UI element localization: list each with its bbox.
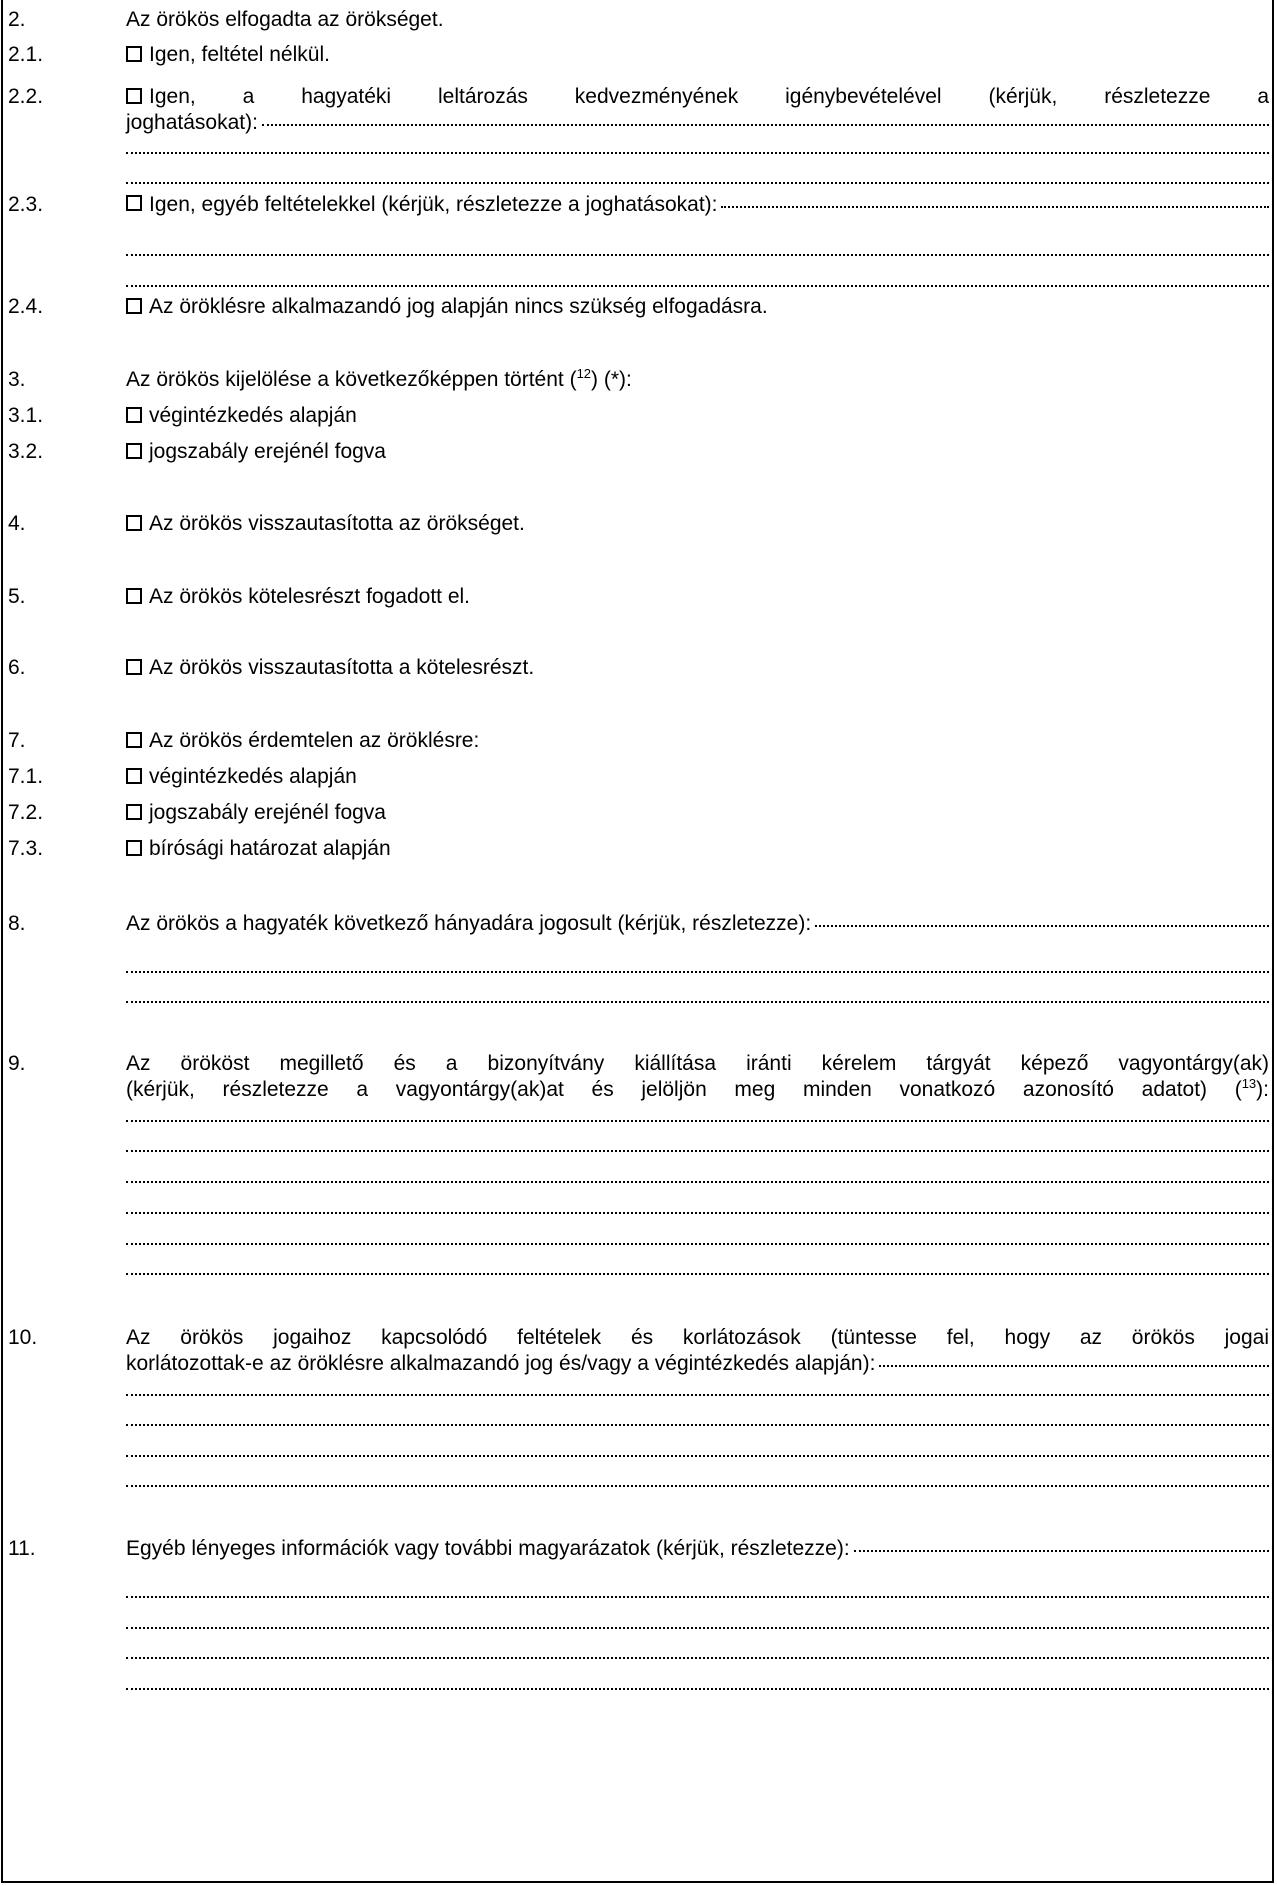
section-number: 11. <box>8 1537 36 1560</box>
checkbox[interactable] <box>126 804 142 820</box>
option-row <box>126 655 1269 681</box>
option-row <box>126 511 1269 537</box>
option-row <box>126 42 1269 68</box>
option-row <box>126 800 1269 826</box>
item-number: 2.3. <box>8 193 44 216</box>
dotted-fill <box>879 1365 1269 1367</box>
answer-line[interactable] <box>126 1273 1269 1275</box>
option-label: végintézkedés alapján <box>149 765 357 788</box>
option-label: Igen, a hagyatéki leltározás kedvezményének igénybevételével (kérjük, részletezze a <box>149 85 1269 108</box>
section-number: 3. <box>8 368 26 391</box>
answer-line[interactable] <box>126 152 1269 154</box>
answer-line[interactable] <box>126 1212 1269 1214</box>
answer-line[interactable] <box>126 1485 1269 1487</box>
dotted-fill <box>721 206 1269 208</box>
section-number: 9. <box>8 1052 26 1075</box>
answer-line[interactable] <box>126 1150 1269 1152</box>
answer-line[interactable] <box>126 110 1269 136</box>
answer-line[interactable] <box>126 1394 1269 1396</box>
item-number: 2.4. <box>8 295 44 318</box>
checkbox[interactable] <box>126 515 142 531</box>
item-number: 3.2. <box>8 440 44 463</box>
form-frame <box>1 0 1274 1883</box>
dotted-fill <box>854 1550 1269 1552</box>
item-number: 7.3. <box>8 837 44 860</box>
checkbox[interactable] <box>126 840 142 856</box>
checkbox[interactable] <box>126 659 142 675</box>
checkbox[interactable] <box>126 768 142 784</box>
option-label: jogszabály erejénél fogva <box>149 440 386 463</box>
option-row <box>126 584 1269 610</box>
answer-line[interactable] <box>126 1424 1269 1426</box>
section-number: 7. <box>8 729 26 752</box>
answer-line[interactable] <box>126 1627 1269 1629</box>
section-number: 2. <box>8 8 26 31</box>
option-label: jogszabály erejénél fogva <box>149 801 386 824</box>
answer-line[interactable] <box>126 1120 1269 1122</box>
checkbox[interactable] <box>126 443 142 459</box>
answer-line[interactable] <box>126 1596 1269 1598</box>
option-row <box>126 84 1269 110</box>
option-label-continued: joghatásokat): <box>126 111 258 134</box>
dotted-fill <box>815 925 1269 927</box>
question-row[interactable] <box>126 1536 1269 1562</box>
item-number: 2.1. <box>8 43 44 66</box>
option-row <box>126 403 1269 429</box>
option-row[interactable] <box>126 192 1269 218</box>
footnote-ref: 12 <box>576 366 592 381</box>
option-label: Az öröklésre alkalmazandó jog alapján nincs szükség elfogadásra. <box>149 295 768 318</box>
answer-line[interactable] <box>126 1657 1269 1659</box>
answer-line[interactable] <box>126 1688 1269 1690</box>
question-row[interactable] <box>126 911 1269 937</box>
question-label: Az örökös jogaihoz kapcsolódó feltételek és korlátozások (tüntesse fel, hogy az örökös jogai <box>126 1326 1269 1349</box>
answer-line[interactable] <box>126 1001 1269 1003</box>
checkbox[interactable] <box>126 46 142 62</box>
item-number: 7.1. <box>8 765 44 788</box>
question-label: Az örököst megillető és a bizonyítvány kiállítása iránti kérelem tárgyát képező vagyontárgy(ak) <box>126 1052 1269 1075</box>
section-heading: Az örökös kijelölése a következőképpen történt ($^{12}$) (*): <box>126 366 632 391</box>
checkbox[interactable] <box>126 588 142 604</box>
question-label-continued: (kérjük, részletezze a vagyontárgy(ak)at és jelöljön meg minden vonatkozó azonosító adatot) ($^{13}$): <box>126 1076 1269 1101</box>
section-number: 6. <box>8 656 26 679</box>
question-label: Egyéb lényeges információk vagy további magyarázatok (kérjük, részletezze): <box>126 1537 850 1560</box>
option-label: Az örökös visszautasította az örökséget. <box>149 512 525 535</box>
option-label: Az örökös érdemtelen az öröklésre: <box>149 729 480 752</box>
section-heading: Az örökös elfogadta az örökséget. <box>126 8 444 31</box>
section-number: 5. <box>8 585 26 608</box>
item-number: 3.1. <box>8 404 44 427</box>
answer-line[interactable] <box>126 254 1269 256</box>
option-row <box>126 764 1269 790</box>
option-label: bírósági határozat alapján <box>149 837 391 860</box>
checkbox[interactable] <box>126 88 142 104</box>
answer-line[interactable] <box>126 971 1269 973</box>
answer-line[interactable] <box>126 285 1269 287</box>
answer-line[interactable] <box>126 1243 1269 1245</box>
option-label: Igen, egyéb feltételekkel (kérjük, részletezze a joghatásokat): <box>149 193 718 216</box>
dotted-fill <box>262 124 1269 126</box>
item-number: 2.2. <box>8 85 44 108</box>
checkbox[interactable] <box>126 298 142 314</box>
option-label: Az örökös kötelesrészt fogadott el. <box>149 585 470 608</box>
answer-line[interactable] <box>126 1181 1269 1183</box>
answer-line[interactable] <box>126 1455 1269 1457</box>
section-number: 10. <box>8 1326 38 1349</box>
question-label: Az örökös a hagyaték következő hányadára jogosult (kérjük, részletezze): <box>126 912 812 935</box>
option-label: Az örökös visszautasította a kötelesrészt. <box>149 656 535 679</box>
checkbox[interactable] <box>126 407 142 423</box>
section-number: 4. <box>8 512 26 535</box>
question-label-continued: korlátozottak-e az öröklésre alkalmazandó jog és/vagy a végintézkedés alapján): <box>126 1352 876 1375</box>
answer-line[interactable] <box>126 182 1269 184</box>
option-row <box>126 728 1269 754</box>
item-number: 7.2. <box>8 801 44 824</box>
option-label: Igen, feltétel nélkül. <box>149 43 330 66</box>
option-label: végintézkedés alapján <box>149 404 357 427</box>
section-number: 8. <box>8 912 26 935</box>
option-row <box>126 294 1269 320</box>
checkbox[interactable] <box>126 732 142 748</box>
checkbox[interactable] <box>126 195 142 211</box>
footnote-ref: 13 <box>1241 1076 1257 1091</box>
option-row <box>126 439 1269 465</box>
option-row <box>126 836 1269 862</box>
question-row[interactable] <box>126 1351 1269 1377</box>
